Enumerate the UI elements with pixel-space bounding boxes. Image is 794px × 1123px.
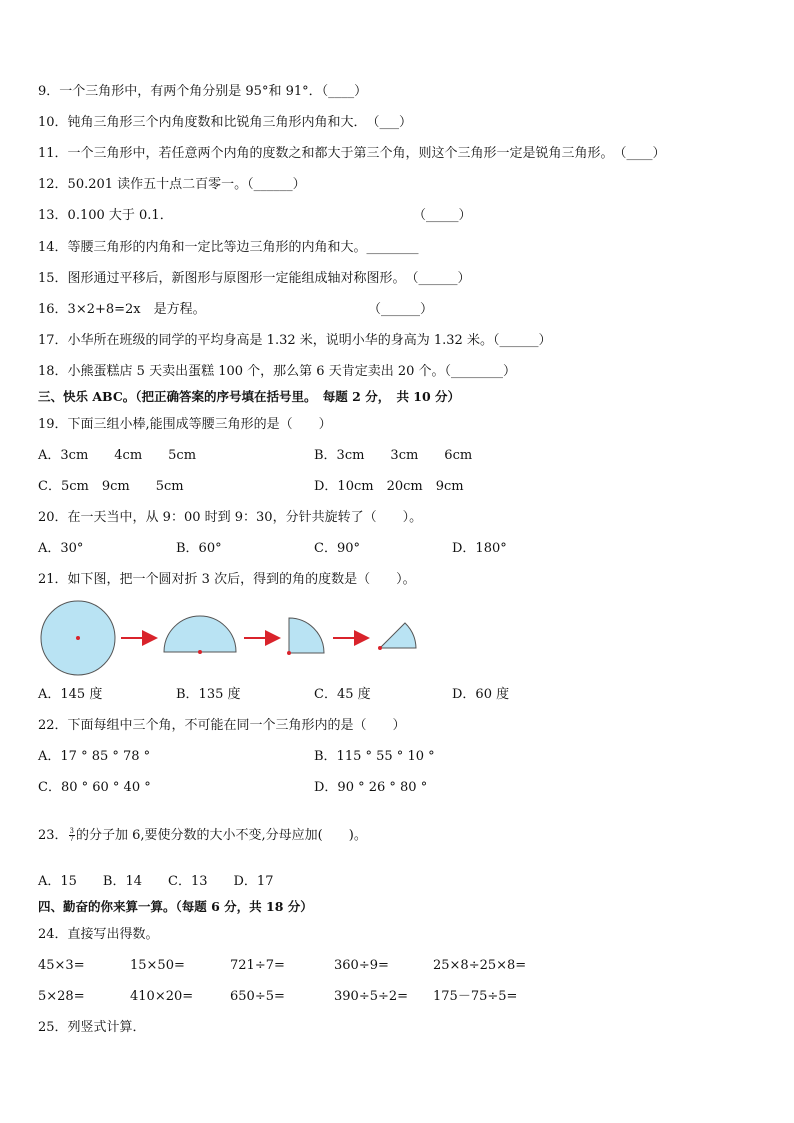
question-23-stem [38, 828, 367, 843]
question-22-option-c[interactable]: C．80 ° 60 ° 40 ° [38, 780, 151, 795]
calc-item: 175－75÷5= [433, 989, 518, 1004]
fraction [69, 828, 75, 843]
answer-blank-16[interactable]: （______） [368, 302, 434, 317]
question-10: 10．钝角三角形三个内角度数和比锐角三角形内角和大． （___） [38, 115, 413, 130]
question-21-option-b[interactable]: B．135 度 [176, 687, 241, 702]
question-23-number: 23． [38, 828, 68, 843]
question-20-option-a[interactable]: A．30° [38, 541, 84, 556]
section-3-title: 三、快乐 ABC。（把正确答案的序号填在括号里。 每题 2 分， 共 10 分） [38, 389, 461, 404]
question-22-option-d[interactable]: D．90 ° 26 ° 80 ° [314, 780, 428, 795]
question-19-option-c[interactable]: C．5cm 9cm 5cm [38, 479, 184, 494]
question-13: 13．0.100 大于 0.1． [38, 208, 173, 223]
question-20-option-b[interactable]: B．60° [176, 541, 222, 556]
question-23-options[interactable]: A．15 B．14 C．13 D．17 [38, 874, 274, 889]
question-20-option-d[interactable]: D．180° [452, 541, 507, 556]
question-22-option-a[interactable]: A．17 ° 85 ° 78 ° [38, 749, 151, 764]
question-23-text: 的分子加 6,要使分数的大小不变,分母应加( )。 [76, 828, 367, 843]
half-circle [164, 616, 236, 654]
question-11: 11．一个三角形中，若任意两个内角的度数之和都大于第三个角，则这个三角形一定是锐角三角形。 （____） [38, 146, 666, 161]
question-17: 17．小华所在班级的同学的平均身高是 1.32 米，说明小华的身高为 1.32 米。（______） [38, 333, 552, 348]
question-19-option-a[interactable]: A．3cm 4cm 5cm [38, 448, 197, 463]
fraction-denominator: 7 [69, 835, 75, 843]
calc-item: 45×3= [38, 958, 85, 973]
question-19-stem: 19．下面三组小棒,能围成等腰三角形的是（ ） [38, 417, 332, 432]
calc-item: 15×50= [130, 958, 185, 973]
fraction-numerator: 3 [69, 827, 75, 835]
question-20-stem: 20．在一天当中，从 9：00 时到 9：30，分针共旋转了（ ）。 [38, 510, 423, 525]
circle-folding-figure [30, 600, 430, 680]
question-24-stem: 24．直接写出得数。 [38, 927, 159, 942]
question-19-option-d[interactable]: D．10cm 20cm 9cm [314, 479, 464, 494]
question-21-stem: 21．如下图，把一个圆对折 3 次后，得到的角的度数是（ ）。 [38, 572, 416, 587]
calc-item: 650÷5= [230, 989, 285, 1004]
question-16: 16．3×2+8=2x 是方程。 [38, 302, 206, 317]
question-15: 15．图形通过平移后，新图形与原图形一定能组成轴对称图形。 （______） [38, 271, 471, 286]
question-12: 12．50.201 读作五十点二百零一。（______） [38, 177, 306, 192]
question-21-option-c[interactable]: C．45 度 [314, 687, 371, 702]
question-18: 18．小熊蛋糕店 5 天卖出蛋糕 100 个，那么第 6 天肯定卖出 20 个。（________） [38, 364, 516, 379]
calc-item: 410×20= [130, 989, 194, 1004]
question-22-option-b[interactable]: B．115 ° 55 ° 10 ° [314, 749, 435, 764]
calc-item: 721÷7= [230, 958, 285, 973]
question-14: 14．等腰三角形的内角和一定比等边三角形的内角和大。________ [38, 240, 419, 255]
calc-item: 360÷9= [334, 958, 389, 973]
calc-item: 25×8÷25×8= [433, 958, 527, 973]
section-4-title: 四、勤奋的你来算一算。（每题 6 分，共 18 分） [38, 899, 313, 914]
question-9: 9．一个三角形中，有两个角分别是 95°和 91°．（____） [38, 84, 368, 99]
question-25-stem: 25．列竖式计算． [38, 1020, 146, 1035]
answer-blank-13[interactable]: （_____） [413, 208, 472, 223]
question-22-stem: 22．下面每组中三个角，不可能在同一个三角形内的是（ ） [38, 718, 406, 733]
question-19-option-b[interactable]: B．3cm 3cm 6cm [314, 448, 473, 463]
full-circle [41, 601, 115, 675]
question-20-option-c[interactable]: C．90° [314, 541, 360, 556]
quarter-circle [287, 618, 324, 655]
eighth-circle [378, 623, 416, 650]
question-21-option-d[interactable]: D．60 度 [452, 687, 510, 702]
calc-item: 390÷5÷2= [334, 989, 409, 1004]
calc-item: 5×28= [38, 989, 85, 1004]
question-21-option-a[interactable]: A．145 度 [38, 687, 103, 702]
